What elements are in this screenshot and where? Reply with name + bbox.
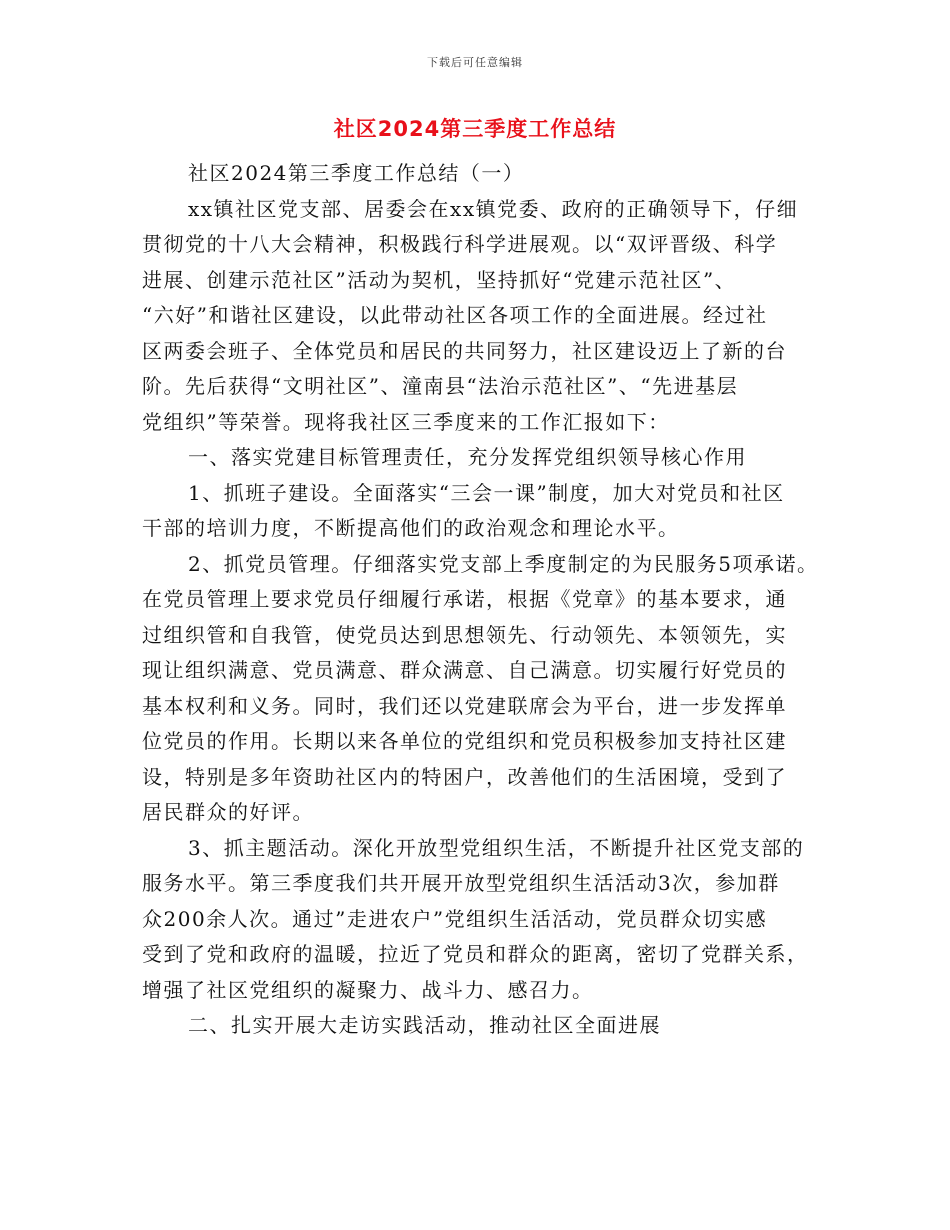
paragraph-line: 受到了党和政府的温暖，拉近了党员和群众的距离，密切了党群关系， [142,942,809,966]
paragraph-line: 在党员管理上要求党员仔细履行承诺，根据《党章》的基本要求，通 [142,587,787,611]
paragraph-line: 增强了社区党组织的凝聚力、战斗力、感召力。 [142,977,594,1002]
paragraph-line: 区两委会班子、全体党员和居民的共同努力，社区建设迈上了新的台 [142,338,787,363]
paragraph-line: 基本权利和义务。同时，我们还以党建联席会为平台，进一步发挥单 [142,693,787,718]
paragraph-line: 进展、创建示范社区”活动为契机，坚持抓好“党建示范社区”、 [142,267,737,292]
document-title: 社区2024第三季度工作总结 [333,117,617,141]
section-heading: 一、落实党建目标管理责任，充分发挥党组织领导核心作用 [188,445,747,469]
paragraph-line: 过组织管和自我管，使党员达到思想领先、行动领先、本领领先，实 [142,622,787,647]
section-heading: 二、扎实开展大走访实践活动，推动社区全面进展 [188,1013,661,1037]
paragraph-line: 设，特别是多年资助社区内的特困户，改善他们的生活困境，受到了 [142,764,787,789]
paragraph-line: 3、抓主题活动。深化开放型党组织生活，不断提升社区党支部的 [188,835,805,860]
paragraph-line: 干部的培训力度，不断提高他们的政治观念和理论水平。 [142,516,680,540]
paragraph-line: 党组织”等荣誉。现将我社区三季度来的工作汇报如下： [142,409,670,434]
paragraph-line: 1、抓班子建设。全面落实“三会一课”制度，加大对党员和社区 [188,480,785,505]
paragraph-line: 贯彻党的十八大会精神，积极践行科学进展观。以“双评晋级、科学 [142,232,778,256]
document-body [142,156,832,1044]
paragraph-line: 现让组织满意、党员满意、群众满意、自己满意。切实履行好党员的 [142,658,787,682]
paragraph-line: “六好”和谐社区建设，以此带动社区各项工作的全面进展。经过社 [142,303,768,327]
subtitle-line: 社区2024第三季度工作总结（一） [188,161,525,185]
paragraph-line: xx镇社区党支部、居委会在xx镇党委、政府的正确领导下，仔细 [188,196,799,221]
paragraph-line: 2、抓党员管理。仔细落实党支部上季度制定的为民服务5项承诺。 [188,551,819,576]
paragraph-line: 阶。先后获得“文明社区”、潼南县“法治示范社区”、“先进基层 [142,374,739,398]
paragraph-line: 服务水平。第三季度我们共开展开放型党组织生活活动3次，参加群 [142,871,780,895]
paragraph-line: 位党员的作用。长期以来各单位的党组织和党员积极参加支持社区建 [142,729,787,753]
download-note: 下载后可任意编辑 [427,56,523,69]
paragraph-line: 众200余人次。通过”走进农户”党组织生活活动，党员群众切实感 [142,906,768,931]
paragraph-line: 居民群众的好评。 [142,800,314,824]
